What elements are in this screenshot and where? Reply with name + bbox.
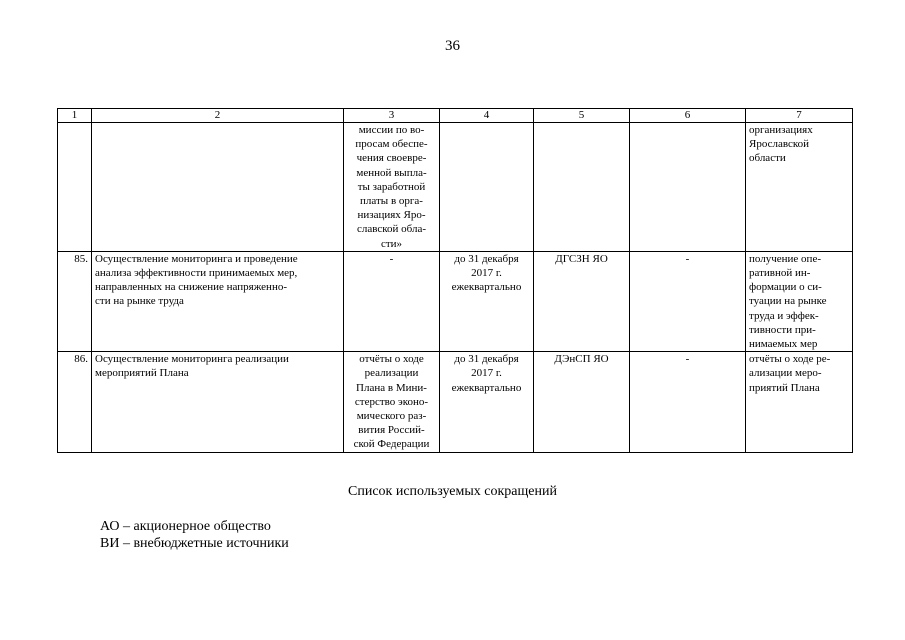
cell-line: сти на рынке труда [95,295,184,308]
page-number: 36 [445,38,460,54]
cell-line: приятий Плана [749,381,820,394]
cell-line: до 31 декабря [454,252,519,265]
cell-line: просам обеспе- [355,138,428,151]
cell-line: низациях Яро- [357,209,426,222]
cell-line: мероприятий Плана [95,367,189,380]
deadline-cell [440,352,534,452]
cell-line: стерство эконо- [354,395,429,408]
header-cell: 7 [746,109,853,123]
cell-line: мического раз- [356,410,427,423]
cell-line: тивности при- [749,323,816,336]
cell-line: менной выпла- [356,166,427,179]
cell-line: направленных на снижение напряженно- [95,281,287,294]
source-cell: - [630,251,746,351]
column-3-cell [344,352,440,452]
cell-line: - [389,252,394,265]
cell-line: ализации меро- [749,367,822,380]
abbreviations-list [100,518,289,552]
cell-line: анализа эффективности принимаемых мер, [95,267,298,280]
cell-line: Плана в Мини- [356,381,427,394]
cell-line: ежеквартально [451,281,522,294]
table-row [58,251,853,351]
cell-line: до 31 декабря [454,353,519,366]
column-3-cell [344,123,440,252]
source-cell [630,123,746,252]
cell-line: формации о си- [749,281,822,294]
abbreviation-item: ВИ – внебюджетные источники [100,536,289,551]
row-number-cell: 85. [58,251,92,351]
activity-cell [92,251,344,351]
cell-line: платы в орга- [360,195,423,208]
header-cell: 5 [534,109,630,123]
result-cell [746,123,853,252]
cell-line: организациях [749,124,813,136]
cell-line: туации на рынке [749,295,827,308]
executor-cell: ДГСЗН ЯО [534,251,630,351]
plan-table [57,108,853,453]
executor-cell: ДЭнСП ЯО [534,352,630,452]
cell-line: миссии по во- [358,124,425,136]
cell-line: сти» [380,237,403,250]
activity-cell [92,352,344,452]
cell-line: ты заработной [357,180,426,193]
result-cell [746,352,853,452]
header-cell: 6 [630,109,746,123]
cell-line: нимаемых мер [749,338,818,351]
deadline-cell [440,251,534,351]
activity-cell [92,123,344,252]
header-cell: 1 [58,109,92,123]
cell-line: 2017 г. [471,267,502,280]
cell-line: Ярославской [749,138,810,151]
cell-line: труда и эффек- [749,309,819,322]
cell-line: Осуществление мониторинга реализации [95,353,289,366]
cell-line: 2017 г. [471,367,502,380]
cell-line: области [749,152,786,165]
table-row [58,352,853,452]
cell-line: отчёты о ходе [359,353,424,366]
header-cell: 4 [440,109,534,123]
abbreviations-title: Список используемых сокращений [348,484,557,499]
cell-line: реализации [364,367,419,380]
cell-line: ративной ин- [749,267,811,280]
cell-line: Осуществление мониторинга и проведение [95,252,298,265]
cell-line: вития Россий- [358,424,425,437]
row-number-cell: 86. [58,352,92,452]
executor-cell [534,123,630,252]
header-cell: 3 [344,109,440,123]
result-cell [746,251,853,351]
table-row [58,123,853,252]
cell-line: ской Федерации [353,438,430,451]
source-cell: - [630,352,746,452]
header-cell: 2 [92,109,344,123]
deadline-cell [440,123,534,252]
abbreviation-item: АО – акционерное общество [100,519,271,534]
cell-line: ежеквартально [451,381,522,394]
cell-line: славской обла- [356,223,427,236]
cell-line: чения своевре- [356,152,427,165]
column-3-cell [344,251,440,351]
cell-line: получение опе- [749,252,821,265]
table-header-row [58,109,853,123]
cell-line: отчёты о ходе ре- [749,353,831,366]
row-number-cell [58,123,92,252]
